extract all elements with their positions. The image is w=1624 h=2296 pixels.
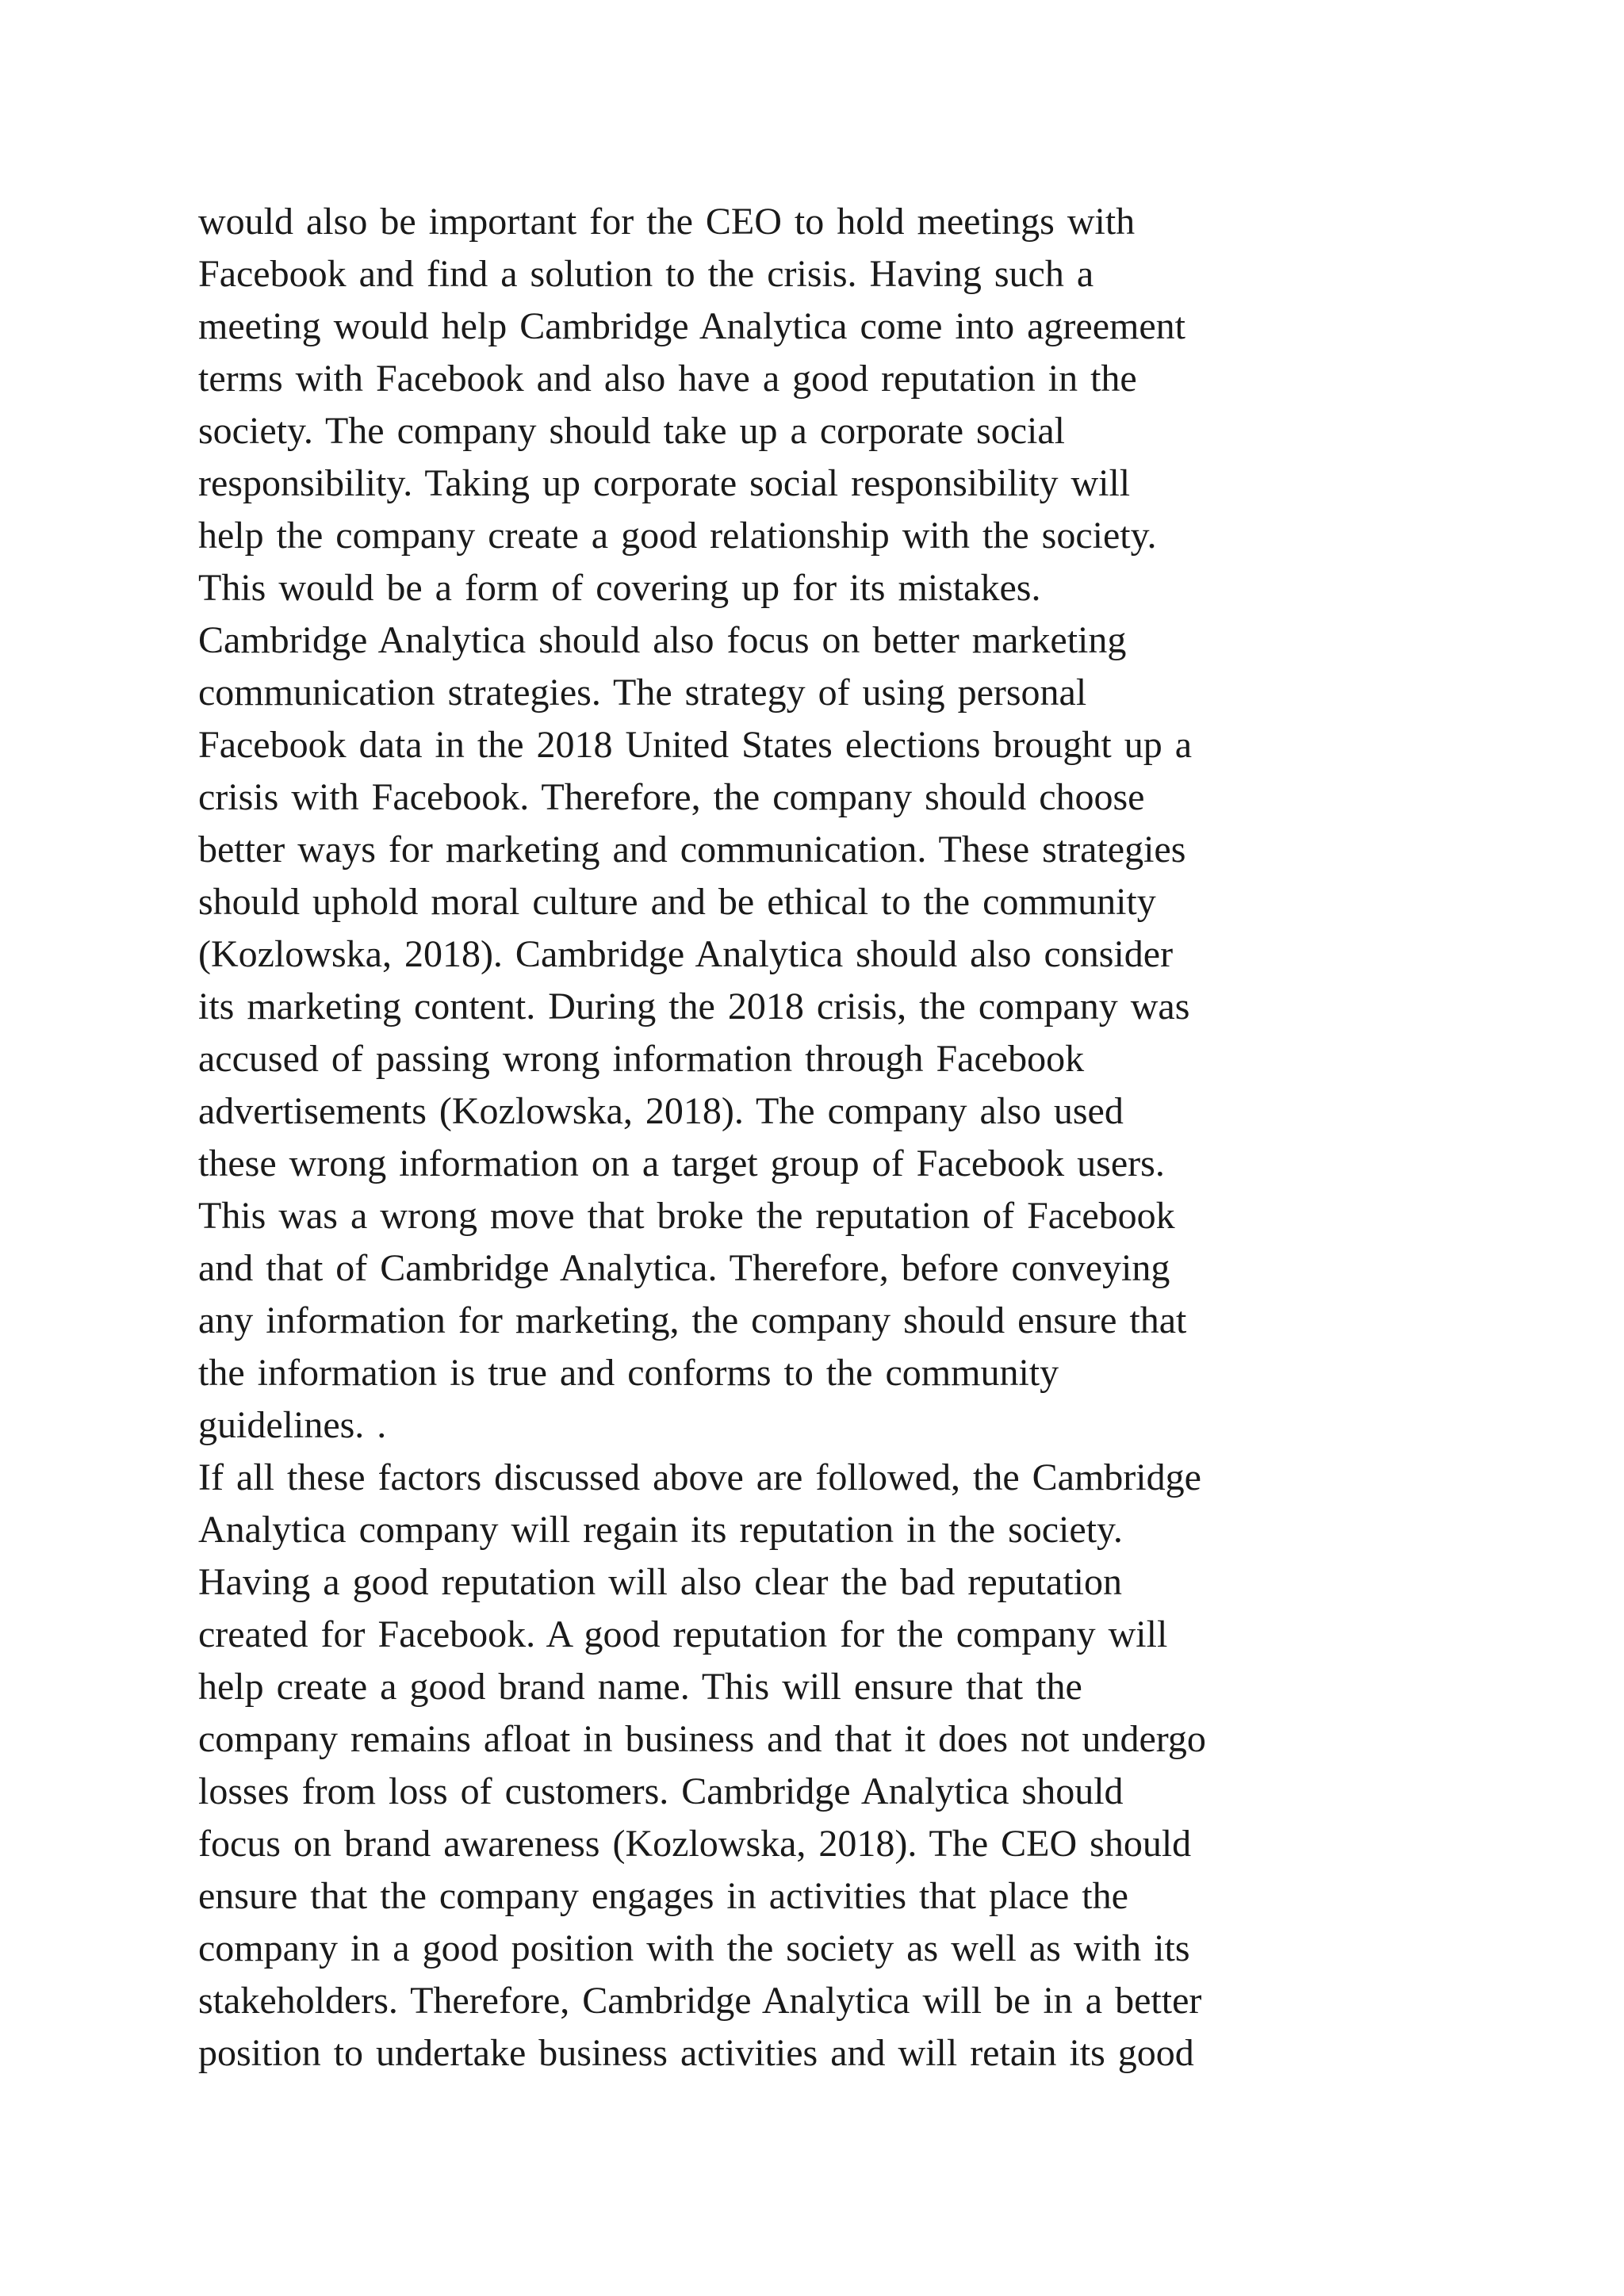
text-line: created for Facebook. A good reputation for the company will [198,1613,1168,1655]
text-line: better ways for marketing and communication. These strategies [198,828,1186,871]
text-line: Having a good reputation will also clear the bad reputation [198,1561,1122,1603]
text-line: advertisements (Kozlowska, 2018). The company also used [198,1090,1124,1132]
text-line: company remains afloat in business and that it does not undergo [198,1718,1206,1760]
text-line: its marketing content. During the 2018 crisis, the company was [198,985,1190,1027]
text-line: society. The company should take up a corporate social [198,410,1065,452]
text-line: Cambridge Analytica should also focus on better marketing [198,619,1127,661]
text-line: should uphold moral culture and be ethical to the community [198,881,1156,923]
text-line: Facebook and find a solution to the crisis. Having such a [198,253,1094,295]
text-line: stakeholders. Therefore, Cambridge Analytica will be in a better [198,1980,1202,2022]
text-line: the information is true and conforms to the community [198,1352,1059,1394]
text-line: would also be important for the CEO to hold meetings with [198,201,1136,243]
text-line: crisis with Facebook. Therefore, the company should choose [198,776,1145,818]
text-line: help create a good brand name. This will ensure that the [198,1666,1082,1708]
text-line: (Kozlowska, 2018). Cambridge Analytica should also consider [198,933,1174,975]
text-line: This would be a form of covering up for its mistakes. [198,567,1041,609]
text-line: position to undertake business activities and will retain its good [198,2032,1194,2074]
text-line: guidelines. . [198,1404,387,1446]
text-line: If all these factors discussed above are followed, the Cambridge [198,1456,1201,1498]
text-line: meeting would help Cambridge Analytica come into agreement [198,305,1185,347]
text-line: ensure that the company engages in activities that place the [198,1875,1128,1917]
text-line: these wrong information on a target group of Facebook users. [198,1142,1165,1184]
text-line: focus on brand awareness (Kozlowska, 2018). The CEO should [198,1823,1192,1865]
text-line: This was a wrong move that broke the reputation of Facebook [198,1195,1175,1237]
text-line: communication strategies. The strategy of using personal [198,672,1087,714]
text-line: Analytica company will regain its reputation in the society. [198,1509,1123,1551]
text-line: Facebook data in the 2018 United States elections brought up a [198,724,1193,766]
text-line: and that of Cambridge Analytica. Therefore, before conveying [198,1247,1170,1289]
text-line: any information for marketing, the company should ensure that [198,1299,1187,1341]
body-text [198,196,1435,2080]
text-line: help the company create a good relationship with the society. [198,515,1157,557]
text-line: company in a good position with the society as well as with its [198,1927,1190,1969]
text-line: accused of passing wrong information through Facebook [198,1038,1085,1080]
text-line: responsibility. Taking up corporate social responsibility will [198,462,1131,504]
text-line: losses from loss of customers. Cambridge Analytica should [198,1770,1124,1812]
text-line: terms with Facebook and also have a good reputation in the [198,358,1137,400]
